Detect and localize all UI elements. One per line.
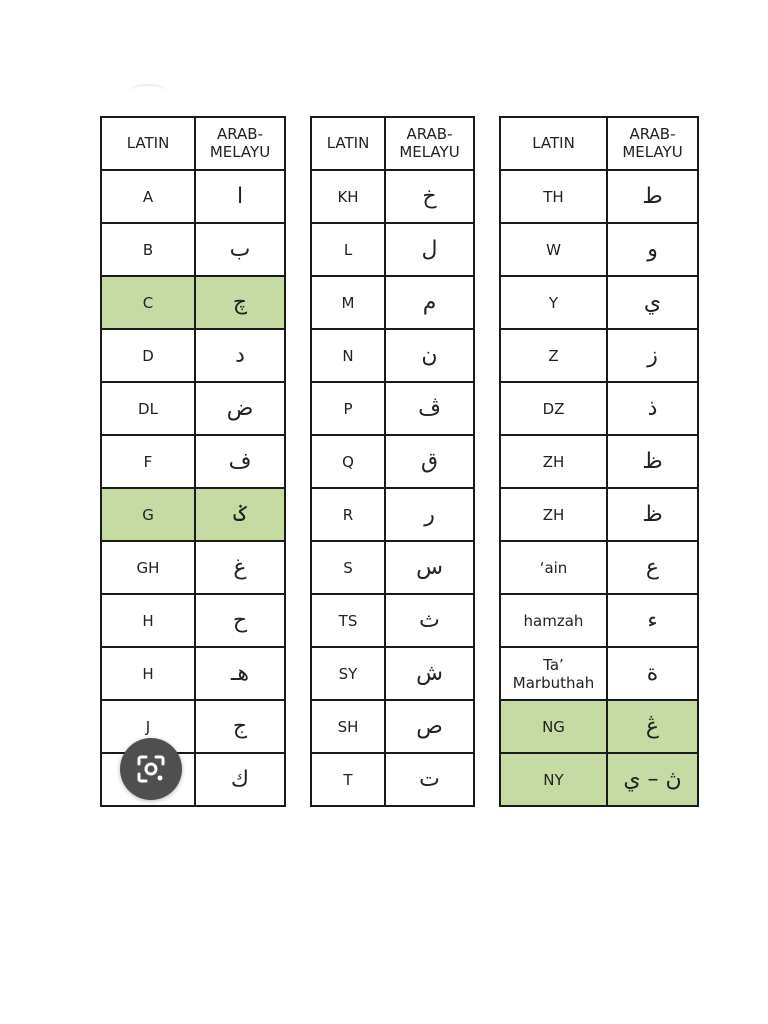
table-row xyxy=(311,541,474,594)
latin-cell: H xyxy=(101,594,195,647)
arab-melayu-cell: ط xyxy=(607,170,698,223)
arab-melayu-cell: ع xyxy=(607,541,698,594)
table-row xyxy=(500,541,698,594)
latin-cell: TH xyxy=(500,170,607,223)
arab-melayu-cell: ء xyxy=(607,594,698,647)
arab-melayu-cell: ا xyxy=(195,170,285,223)
table-row xyxy=(500,382,698,435)
arab-melayu-cell: ڽ – ي xyxy=(607,753,698,806)
arab-melayu-cell: ش xyxy=(385,647,474,700)
table-row xyxy=(311,329,474,382)
table-row xyxy=(101,488,285,541)
latin-cell: P xyxy=(311,382,385,435)
latin-cell: DL xyxy=(101,382,195,435)
header-arab-melayu: ARAB- MELAYU xyxy=(385,117,474,170)
table-header-row xyxy=(500,117,698,170)
arab-melayu-cell: ت xyxy=(385,753,474,806)
table-row xyxy=(500,276,698,329)
latin-cell: ZH xyxy=(500,435,607,488)
latin-cell: Y xyxy=(500,276,607,329)
header-arab-melayu: ARAB- MELAYU xyxy=(607,117,698,170)
lens-icon xyxy=(135,753,167,785)
table-row xyxy=(311,223,474,276)
latin-cell: NY xyxy=(500,753,607,806)
table-row xyxy=(500,223,698,276)
arab-melayu-cell: ر xyxy=(385,488,474,541)
table-row xyxy=(500,170,698,223)
latin-cell: F xyxy=(101,435,195,488)
table-row xyxy=(500,488,698,541)
arab-melayu-cell: ف xyxy=(195,435,285,488)
header-arab-melayu: ARAB- MELAYU xyxy=(195,117,285,170)
latin-cell: L xyxy=(311,223,385,276)
latin-cell: J xyxy=(101,700,195,753)
arab-melayu-cell: ص xyxy=(385,700,474,753)
table-row xyxy=(101,647,285,700)
latin-cell: NG xyxy=(500,700,607,753)
table-row xyxy=(311,488,474,541)
table-row xyxy=(500,753,698,806)
arab-melayu-cell: ق xyxy=(385,435,474,488)
latin-cell: Ta’ Marbuthah xyxy=(500,647,607,700)
latin-cell: hamzah xyxy=(500,594,607,647)
latin-cell: W xyxy=(500,223,607,276)
top-decoration xyxy=(128,84,168,100)
arab-melayu-cell: ذ xyxy=(607,382,698,435)
latin-cell: GH xyxy=(101,541,195,594)
image-search-button[interactable] xyxy=(120,738,182,800)
table-row xyxy=(101,276,285,329)
table-row xyxy=(500,647,698,700)
latin-cell: ZH xyxy=(500,488,607,541)
arab-melayu-cell: ك xyxy=(195,753,285,806)
arab-melayu-cell: ݢ xyxy=(195,488,285,541)
arab-melayu-cell: ح xyxy=(195,594,285,647)
arab-melayu-cell: ث xyxy=(385,594,474,647)
table-row xyxy=(311,170,474,223)
table-row xyxy=(101,223,285,276)
arab-melayu-cell: غ xyxy=(195,541,285,594)
latin-cell: H xyxy=(101,647,195,700)
arab-melayu-cell: ج xyxy=(195,700,285,753)
table-row xyxy=(311,435,474,488)
header-latin: LATIN xyxy=(311,117,385,170)
latin-cell: A xyxy=(101,170,195,223)
arab-melayu-cell: هـ xyxy=(195,647,285,700)
latin-cell: DZ xyxy=(500,382,607,435)
table-row xyxy=(500,435,698,488)
arab-melayu-cell: ظ xyxy=(607,435,698,488)
latin-cell: Q xyxy=(311,435,385,488)
table-row xyxy=(311,647,474,700)
arab-melayu-cell: س xyxy=(385,541,474,594)
latin-cell: S xyxy=(311,541,385,594)
latin-cell: SH xyxy=(311,700,385,753)
arab-melayu-cell: چ xyxy=(195,276,285,329)
latin-cell: T xyxy=(311,753,385,806)
latin-cell: ‘ain xyxy=(500,541,607,594)
latin-cell: Z xyxy=(500,329,607,382)
table-row xyxy=(311,753,474,806)
arab-melayu-cell: د xyxy=(195,329,285,382)
table-row xyxy=(311,382,474,435)
table-row xyxy=(311,276,474,329)
latin-cell: D xyxy=(101,329,195,382)
latin-cell: KH xyxy=(311,170,385,223)
arab-melayu-cell: ظ xyxy=(607,488,698,541)
arab-melayu-cell: م xyxy=(385,276,474,329)
latin-cell: G xyxy=(101,488,195,541)
arab-melayu-cell: ن xyxy=(385,329,474,382)
alphabet-table-2 xyxy=(310,116,475,807)
table-row xyxy=(101,700,285,753)
table-row xyxy=(101,329,285,382)
latin-cell: B xyxy=(101,223,195,276)
table-header-row xyxy=(311,117,474,170)
table-row xyxy=(101,170,285,223)
table-header-row xyxy=(101,117,285,170)
table-row xyxy=(311,700,474,753)
alphabet-table-1 xyxy=(100,116,286,807)
table-row xyxy=(500,594,698,647)
arab-melayu-cell: ي xyxy=(607,276,698,329)
table-row xyxy=(101,435,285,488)
table-row xyxy=(101,594,285,647)
table-row xyxy=(101,382,285,435)
arab-melayu-cell: ل xyxy=(385,223,474,276)
latin-cell: SY xyxy=(311,647,385,700)
arab-melayu-cell: ڠ xyxy=(607,700,698,753)
table-row xyxy=(500,700,698,753)
arab-melayu-cell: ز xyxy=(607,329,698,382)
latin-cell: N xyxy=(311,329,385,382)
latin-cell: C xyxy=(101,276,195,329)
arab-melayu-cell: ض xyxy=(195,382,285,435)
table-row xyxy=(500,329,698,382)
arab-melayu-cell: ب xyxy=(195,223,285,276)
latin-cell: R xyxy=(311,488,385,541)
arab-melayu-cell: خ xyxy=(385,170,474,223)
arab-melayu-cell: ة xyxy=(607,647,698,700)
table-row xyxy=(101,541,285,594)
latin-cell: TS xyxy=(311,594,385,647)
header-latin: LATIN xyxy=(500,117,607,170)
arab-melayu-cell: ڤ xyxy=(385,382,474,435)
alphabet-table-3 xyxy=(499,116,699,807)
header-latin: LATIN xyxy=(101,117,195,170)
latin-cell: M xyxy=(311,276,385,329)
arab-melayu-cell: و xyxy=(607,223,698,276)
table-row xyxy=(311,594,474,647)
